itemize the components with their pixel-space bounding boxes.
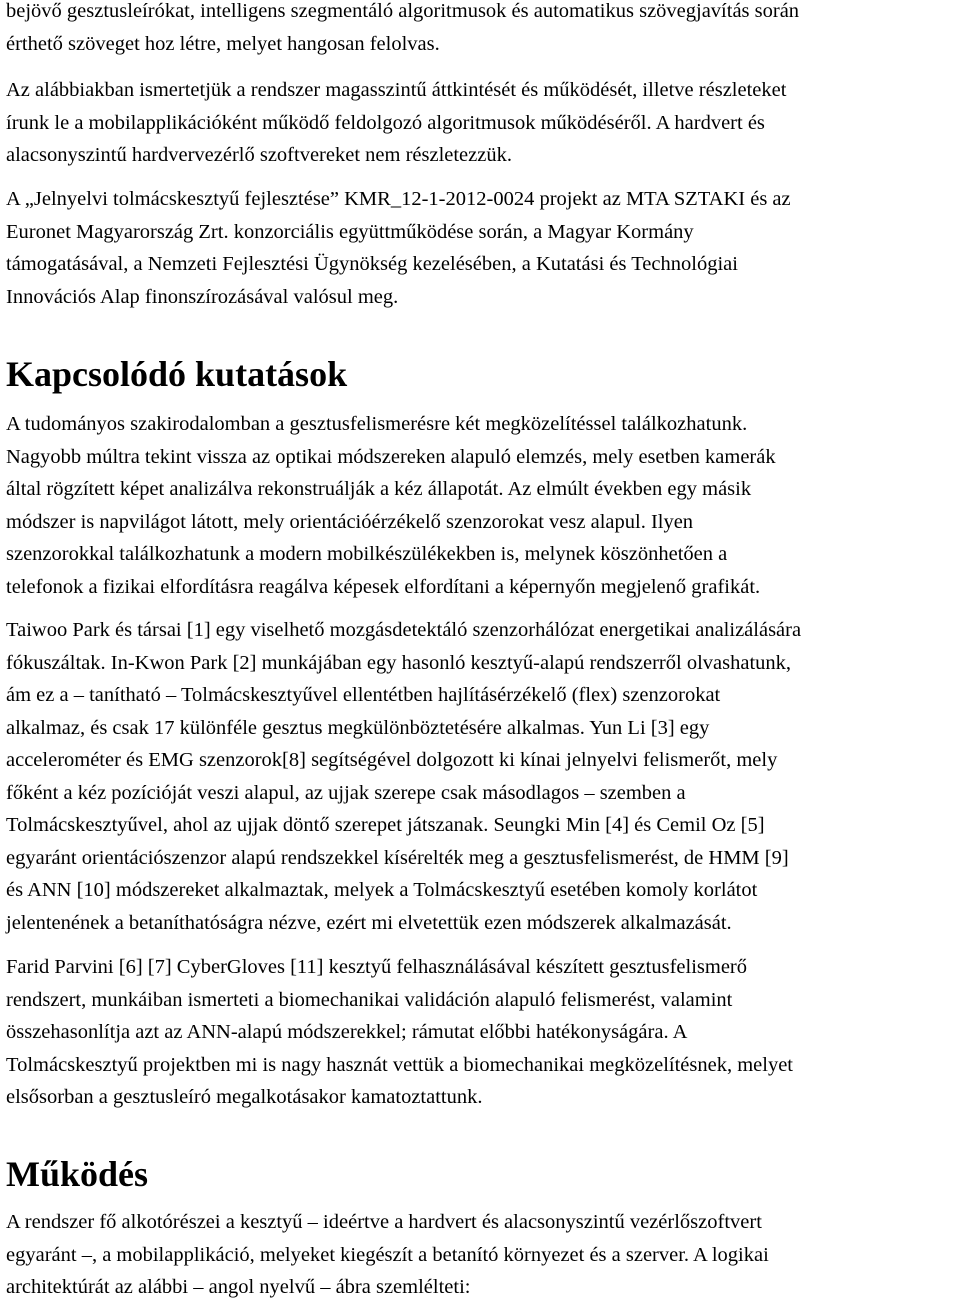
heading-related-research: Kapcsolódó kutatások — [6, 354, 348, 394]
paragraph-architecture: A rendszer fő alkotórészei a kesztyű – ideértve a hardvert és alacsonyszintű vezérlőszoftvert egyaránt –, a mobilapplikáció, melyeket kiegészít a betanító környezet és a szerver. A logikai architektúrát az alábbi – angol nyelvű – ábra szemlélteti: — [6, 1211, 769, 1298]
paragraph-approaches: A tudományos szakirodalomban a gesztusfelismerésre két megközelítéssel találkozhatunk. Nagyobb múltra tekint vissza az optikai módszereken alapuló elemzés, mely esetben kamerák által rögzített képet analizálva rekonstruálják a kéz állapotát. Az elmúlt években egy másik módszer is napvilágot látott, mely orientációérzékelő szenzorokat vesz alapul. Ilyen szenzorokkal találkozhatunk a modern mobilkészülékekben is, melynek köszönhetően a telefonok a fizikai elfordításra reagálva képesek elfordítani a képernyőn megjelenő grafikát. — [6, 413, 776, 598]
paragraph-project-funding: A „Jelnyelvi tolmácskesztyű fejlesztése” KMR_12-1-2012-0024 projekt az MTA SZTAKI és az Euronet Magyarország Zrt. konzorciális együttműködése során, a Magyar Kormány támogatásával, a Nemzeti Fejlesztési Ügynökség kezelésében, a Kutatási és Technológiai Innovációs Alap finonszírozásával valósul meg. — [6, 188, 791, 308]
heading-operation: Működés — [6, 1154, 149, 1194]
paragraph-intro-continuation: bejövő gesztusleírókat, intelligens szegmentáló algoritmusok és automatikus szövegjavítás során érthető szöveget hoz létre, melyet hangosan felolvas. — [6, 0, 800, 55]
paragraph-prior-work: Taiwoo Park és társai [1] egy viselhető mozgásdetektáló szenzorhálózat energetikai analizálására fókuszáltak. In-Kwon Park [2] munkájában egy hasonló kesztyű-alapú rendszerről olvashatunk, ám ez a – tanítható – Tolmácskesztyűvel ellentétben hajlításérzékelő (flex) szenzorokat alkalmaz, és csak 17 különféle gesztus megkülönböztetésére alkalmas. Yun Li [3] egy accelerométer és EMG szenzorok[8] segítségével dolgozott ki kínai jelnyelvi felismerőt, mely főként a kéz pozícióját veszi alapul, az ujjak szerepe csak másodlagos – szemben a Tolmácskesztyűvel, ahol az ujjak döntő szerepet játszanak. Seungki Min [4] és Cemil Oz [5] egyaránt orientációszenzor alapú rendszekkel kísérelték meg a gesztusfelismerést, de HMM [9] és ANN [10] módszereket alkalmaztak, melyek a Tolmácskesztyű esetében komoly korlátot jelentenének a betaníthatóságra nézve, ezért mi elvetettük ezen módszerek alkalmazását. — [6, 619, 802, 934]
paragraph-biomechanics: Farid Parvini [6] [7] CyberGloves [11] kesztyű felhasználásával készített gesztusfelismerő rendszert, munkáiban ismerteti a biomechanikai validáción alapuló felismerést, valamint összehasonlítja azt az ANN-alapú módszerekkel; rámutat előbbi hatékonyságára. A Tolmácskesztyű projektben mi is nagy hasznát vettük a biomechanikai megközelítésnek, melyet elsősorban a gesztusleíró megalkotásakor kamatoztattunk. — [6, 956, 794, 1108]
paragraph-overview: Az alábbiakban ismertetjük a rendszer magasszintű áttkintését és működését, illetve részleteket írunk le a mobilapplikációként működő feldolgozó algoritmusok működéséről. A hardvert és alacsonyszintű hardvervezérlő szoftvereket nem részletezzük. — [6, 79, 787, 166]
